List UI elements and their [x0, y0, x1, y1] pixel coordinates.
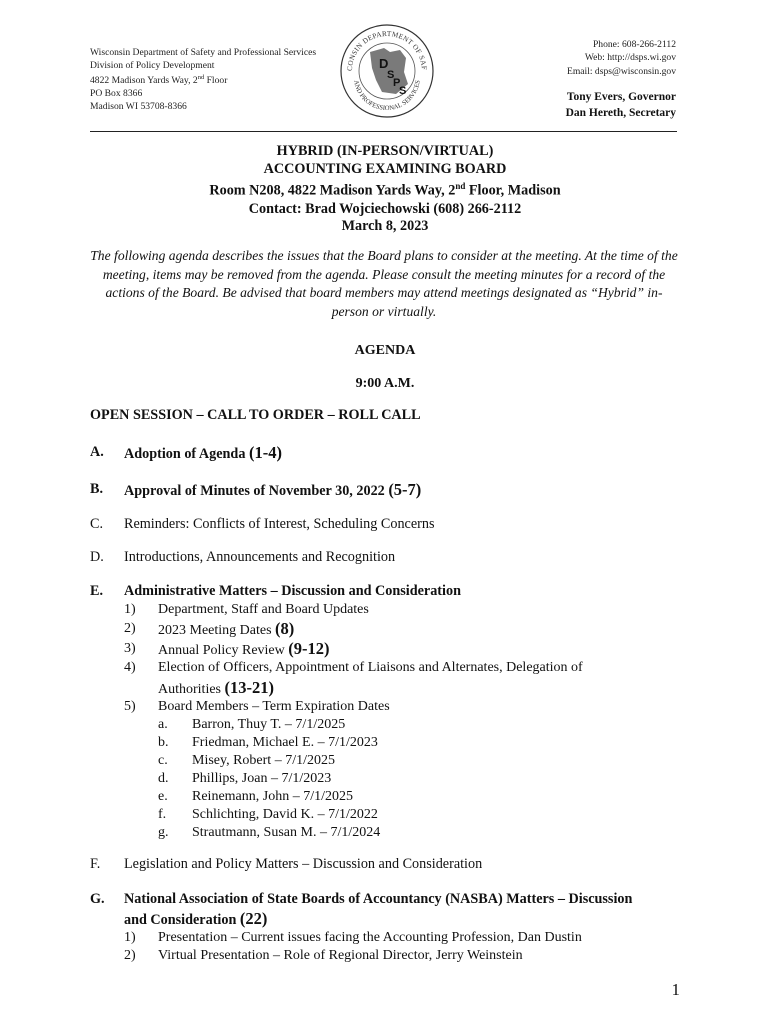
officials-block	[566, 90, 676, 121]
meeting-date: March 8, 2023	[341, 218, 429, 235]
svg-text:D: D	[379, 56, 389, 71]
email-link[interactable]: Email: dsps@wisconsin.gov	[566, 65, 676, 77]
street-address: 4822 Madison Yards Way, 2nd Floor	[90, 74, 228, 87]
page-number: 1	[671, 980, 680, 999]
svg-text:P: P	[393, 77, 401, 89]
meeting-time: 9:00 A.M.	[355, 376, 415, 391]
meeting-type: HYBRID (IN-PERSON/VIRTUAL)	[276, 143, 494, 159]
intro-paragraph: The following agenda describes the issues that the Board plans to consider at the meeting. At the time of the meeting, items may be removed from the agenda. Please consult the meeting minutes for a record of the actions of the Board. Be advised that board members may attend meetings designated as “Hybrid” in-person or virtually.	[90, 248, 678, 319]
svg-text:S: S	[387, 69, 395, 81]
agency-name: Wisconsin Department of Safety and Professional Services	[90, 47, 317, 58]
meeting-contact: Contact: Brad Wojciechowski (608) 266-2112	[248, 200, 522, 217]
governor: Tony Evers, Governor	[566, 91, 676, 103]
po-box: PO Box 8366	[90, 87, 143, 99]
web-link[interactable]: Web: http://dsps.wi.gov	[584, 52, 676, 64]
meeting-location: Room N208, 4822 Madison Yards Way, 2nd Floor, Madison	[209, 181, 561, 199]
svg-text:AND PROFESSIONAL SERVICES: AND PROFESSIONAL SERVICES	[352, 79, 422, 113]
meeting-title-block	[0, 143, 770, 236]
open-session-heading: OPEN SESSION – CALL TO ORDER – ROLL CALL	[90, 407, 421, 423]
division-name: Division of Policy Development	[90, 59, 215, 71]
svg-text:WISCONSIN DEPARTMENT OF SAFETY: CONSIN DEPARTMENT OF SAF	[345, 29, 429, 72]
dsps-seal-logo	[338, 22, 436, 120]
agenda-heading: AGENDA	[354, 343, 416, 358]
svg-text:S: S	[399, 85, 407, 97]
board-name: ACCOUNTING EXAMINING BOARD	[263, 160, 507, 177]
city-zip: Madison WI 53708-8366	[90, 100, 187, 112]
phone: Phone: 608-266-2112	[592, 39, 676, 50]
agency-address-block	[90, 47, 316, 113]
secretary: Dan Hereth, Secretary	[565, 106, 676, 119]
header-divider	[90, 131, 677, 132]
contact-block	[567, 38, 676, 78]
